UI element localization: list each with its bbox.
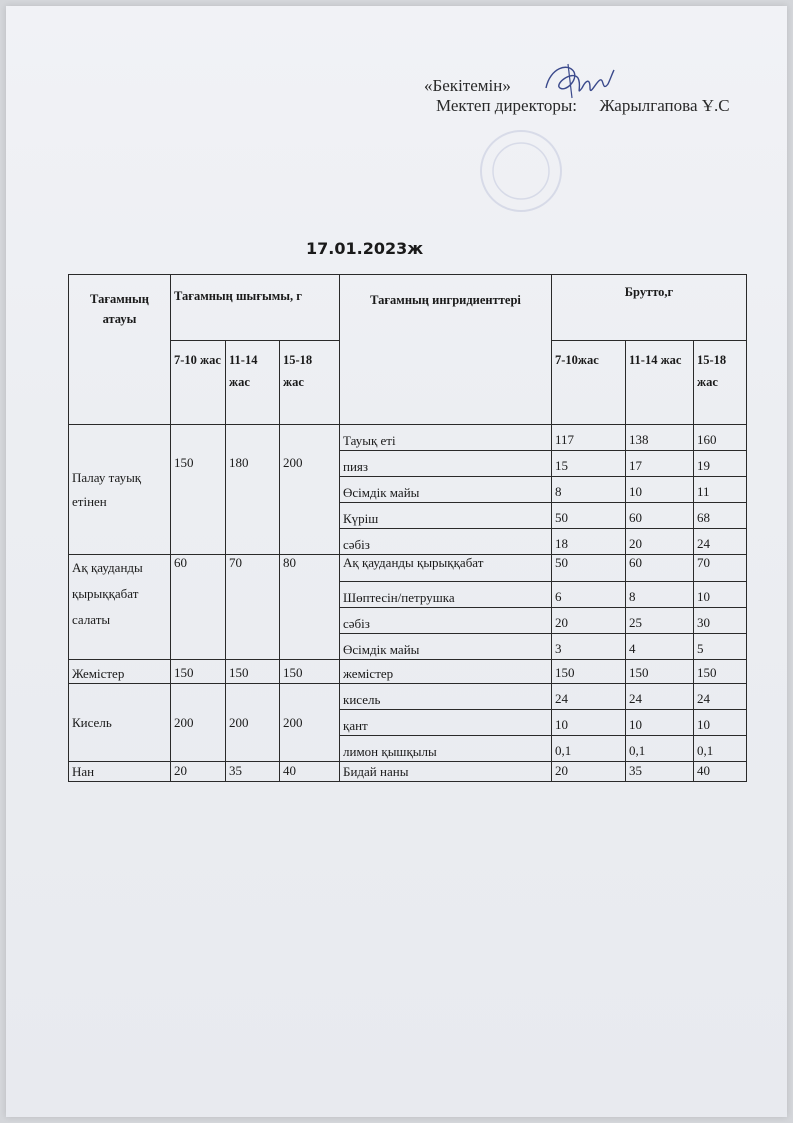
dish-output: 150 (226, 660, 280, 684)
brutto-value: 3 (552, 634, 626, 660)
brutto-value: 60 (626, 503, 694, 529)
table-row (69, 684, 747, 710)
ingredient-name: сәбіз (340, 529, 552, 555)
dish-output: 180 (226, 425, 280, 555)
header-brutto-age: 7-10жас (552, 341, 626, 425)
brutto-value: 0,1 (626, 736, 694, 762)
brutto-value: 11 (694, 477, 747, 503)
dish-name: Кисель (69, 684, 171, 762)
menu-date: 17.01.2023ж (306, 239, 424, 258)
dish-output: 150 (171, 425, 226, 555)
header-dish-name: Тағамның атауы (69, 275, 171, 425)
table-row (69, 425, 747, 451)
dish-name: Нан (69, 762, 171, 782)
dish-output: 35 (226, 762, 280, 782)
ingredient-name: лимон қышқылы (340, 736, 552, 762)
dish-output: 80 (280, 555, 340, 660)
brutto-value: 10 (626, 477, 694, 503)
header-brutto-age: 11-14 жас (626, 341, 694, 425)
ingredient-name: сәбіз (340, 608, 552, 634)
ingredient-name: Өсімдік майы (340, 634, 552, 660)
dish-name: Жемістер (69, 660, 171, 684)
brutto-value: 0,1 (552, 736, 626, 762)
ingredient-name: Шөптесін/петрушка (340, 582, 552, 608)
dish-name: Ақ қауданды қырыққабат салаты (69, 555, 171, 660)
dish-output: 150 (280, 660, 340, 684)
brutto-value: 24 (694, 684, 747, 710)
header-output-age: 7-10 жас (171, 341, 226, 425)
brutto-value: 40 (694, 762, 747, 782)
brutto-value: 4 (626, 634, 694, 660)
header-output: Тағамның шығымы, г (171, 275, 340, 341)
brutto-value: 17 (626, 451, 694, 477)
ingredient-name: Күріш (340, 503, 552, 529)
brutto-value: 50 (552, 555, 626, 582)
header-output-age: 11-14 жас (226, 341, 280, 425)
brutto-value: 8 (626, 582, 694, 608)
brutto-value: 15 (552, 451, 626, 477)
table-row (69, 660, 747, 684)
brutto-value: 10 (694, 582, 747, 608)
brutto-value: 68 (694, 503, 747, 529)
brutto-value: 10 (694, 710, 747, 736)
brutto-value: 35 (626, 762, 694, 782)
header-brutto: Брутто,г (552, 275, 747, 341)
table-row (69, 762, 747, 782)
brutto-value: 24 (626, 684, 694, 710)
brutto-value: 19 (694, 451, 747, 477)
stamp-mark (476, 126, 566, 216)
ingredient-name: Өсімдік майы (340, 477, 552, 503)
ingredient-name: Бидай наны (340, 762, 552, 782)
brutto-value: 8 (552, 477, 626, 503)
brutto-value: 60 (626, 555, 694, 582)
dish-output: 60 (171, 555, 226, 660)
ingredient-name: пияз (340, 451, 552, 477)
dish-output: 150 (171, 660, 226, 684)
ingredient-name: қант (340, 710, 552, 736)
brutto-value: 20 (552, 608, 626, 634)
approval-role: Мектеп директоры: (436, 96, 577, 115)
signature-image (538, 58, 618, 108)
document-page (6, 6, 787, 1117)
brutto-value: 150 (552, 660, 626, 684)
approval-title: «Бекітемін» (424, 76, 511, 95)
ingredient-name: жемістер (340, 660, 552, 684)
approval-name: Жарылгапова Ұ.С (599, 96, 730, 115)
brutto-value: 25 (626, 608, 694, 634)
menu-table (68, 274, 747, 782)
brutto-value: 150 (626, 660, 694, 684)
brutto-value: 5 (694, 634, 747, 660)
dish-output: 70 (226, 555, 280, 660)
dish-output: 200 (171, 684, 226, 762)
header-brutto-age: 15-18 жас (694, 341, 747, 425)
dish-output: 200 (226, 684, 280, 762)
header-ingredients: Тағамның ингридиенттері (340, 275, 552, 425)
dish-name: Палау тауық етінен (69, 425, 171, 555)
brutto-value: 150 (694, 660, 747, 684)
brutto-value: 138 (626, 425, 694, 451)
brutto-value: 24 (694, 529, 747, 555)
ingredient-name: Тауық еті (340, 425, 552, 451)
dish-output: 200 (280, 425, 340, 555)
brutto-value: 0,1 (694, 736, 747, 762)
brutto-value: 160 (694, 425, 747, 451)
brutto-value: 50 (552, 503, 626, 529)
brutto-value: 18 (552, 529, 626, 555)
brutto-value: 20 (626, 529, 694, 555)
dish-output: 20 (171, 762, 226, 782)
brutto-value: 30 (694, 608, 747, 634)
table-row (69, 555, 747, 582)
brutto-value: 117 (552, 425, 626, 451)
brutto-value: 10 (626, 710, 694, 736)
ingredient-name: Ақ қауданды қырыққабат (340, 555, 552, 582)
dish-output: 200 (280, 684, 340, 762)
header-output-age: 15-18 жас (280, 341, 340, 425)
dish-output: 40 (280, 762, 340, 782)
brutto-value: 24 (552, 684, 626, 710)
ingredient-name: кисель (340, 684, 552, 710)
brutto-value: 20 (552, 762, 626, 782)
brutto-value: 70 (694, 555, 747, 582)
brutto-value: 6 (552, 582, 626, 608)
brutto-value: 10 (552, 710, 626, 736)
